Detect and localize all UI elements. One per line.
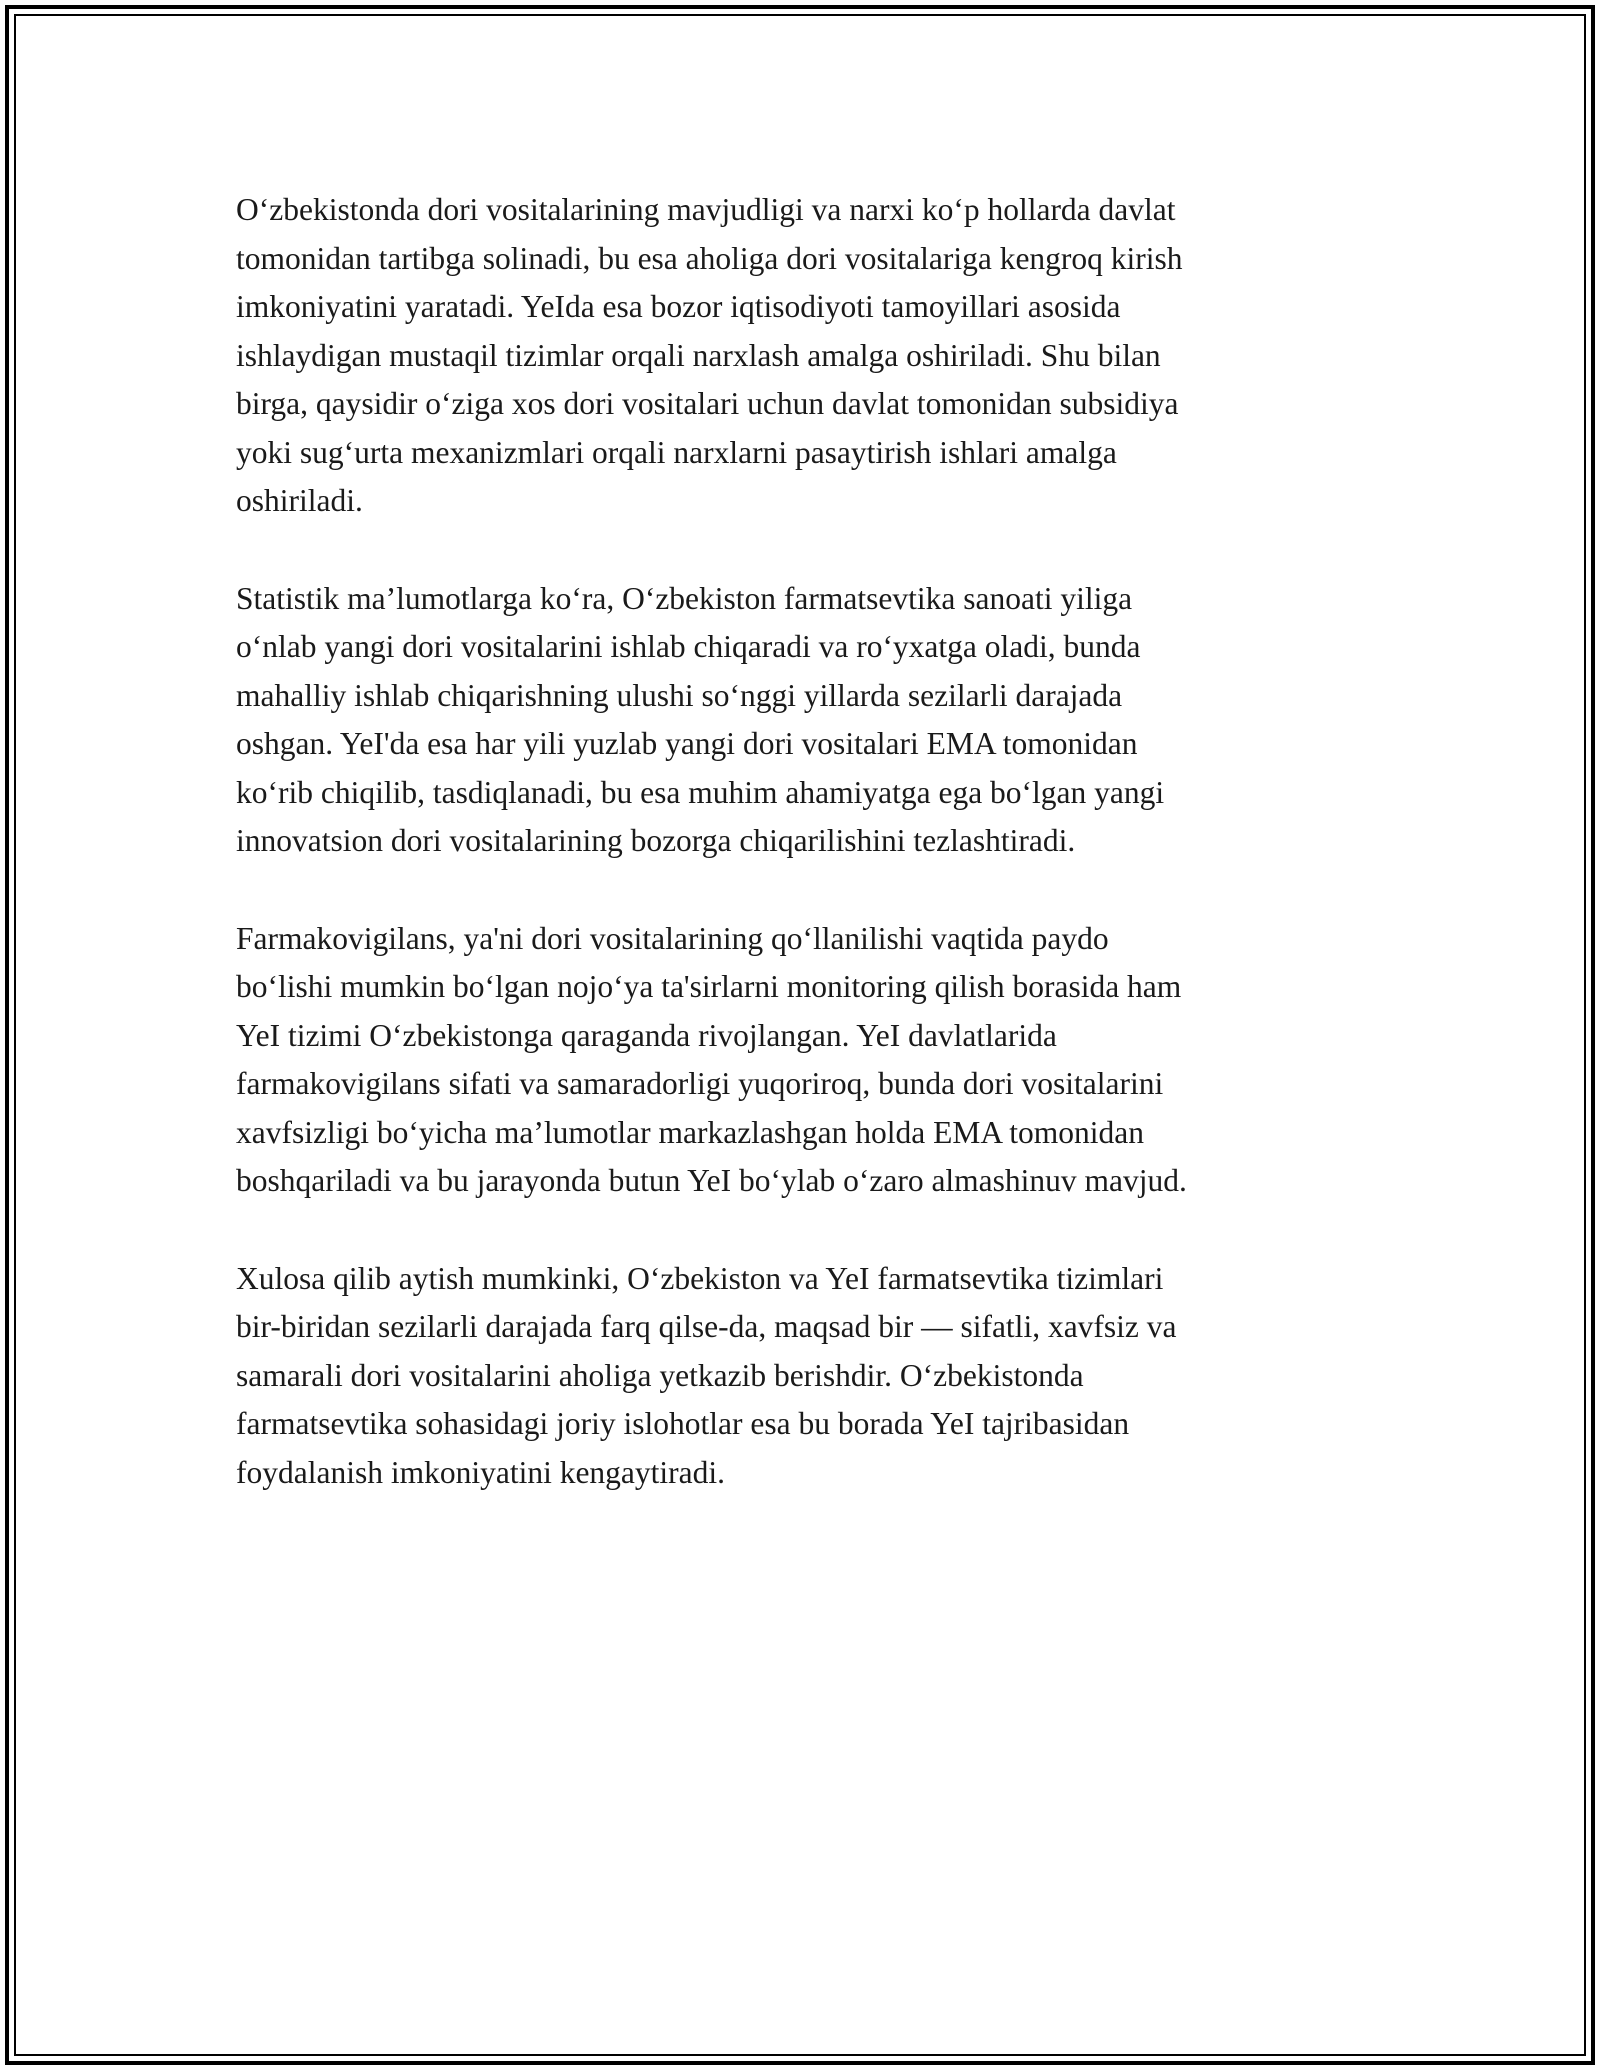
text-line: O‘zbekistonda dori vositalarining mavjudligi va narxi ko‘p hollarda davlat (236, 192, 1176, 227)
text-line: Statistik ma’lumotlarga ko‘ra, O‘zbekiston farmatsevtika sanoati yiliga (236, 580, 1133, 616)
text-line: farmatsevtika sohasidagi joriy islohotlar esa bu borada YeI tajribasidan (236, 1406, 1130, 1441)
text-line: birga, qaysidir o‘ziga xos dori vositalari uchun davlat tomonidan subsidiya (236, 386, 1179, 421)
text-line: mahalliy ishlab chiqarishning ulushi so‘nggi yillarda sezilarli darajada (236, 677, 1123, 713)
text-line: bo‘lishi mumkin bo‘lgan nojo‘ya ta'sirlarni monitoring qilish borasida ham (236, 969, 1182, 1004)
paragraph-2 (236, 575, 1366, 866)
text-line: samarali dori vositalarini aholiga yetkazib berishdir. O‘zbekistonda (236, 1357, 1084, 1393)
text-line: imkoniyatini yaratadi. YeIda esa bozor iqtisodiyoti tamoyillari asosida (236, 289, 1121, 324)
paragraph-1 (236, 186, 1366, 526)
text-line: boshqariladi va bu jarayonda butun YeI bo‘ylab o‘zaro almashinuv mavjud. (236, 1163, 1187, 1198)
text-line: Farmakovigilans, ya'ni dori vositalarining qo‘llanilishi vaqtida paydo (236, 920, 1109, 956)
text-line: bir-biridan sezilarli darajada farq qilse-da, maqsad bir — sifatli, xavfsiz va (236, 1309, 1177, 1344)
text-line: farmakovigilans sifati va samaradorligi yuqoriroq, bunda dori vositalarini (236, 1066, 1164, 1101)
text-line: ishlaydigan mustaqil tizimlar orqali narxlash amalga oshiriladi. Shu bilan (236, 337, 1161, 373)
text-line: YeI tizimi O‘zbekistonga qaraganda rivojlangan. YeI davlatlarida (236, 1017, 1057, 1053)
text-line: oshgan. YeI'da esa har yili yuzlab yangi dori vositalari EMA tomonidan (236, 726, 1138, 761)
document-body (236, 186, 1366, 1546)
paragraph-4 (236, 1255, 1366, 1498)
text-line: tomonidan tartibga solinadi, bu esa aholiga dori vositalariga kengroq kirish (236, 240, 1183, 276)
text-line: yoki sug‘urta mexanizmlari orqali narxlarni pasaytirish ishlari amalga (236, 434, 1117, 470)
text-line: oshiriladi. (236, 483, 363, 518)
text-line: innovatsion dori vositalarining bozorga chiqarilishini tezlashtiradi. (236, 823, 1076, 858)
text-line: Xulosa qilib aytish mumkinki, O‘zbekiston va YeI farmatsevtika tizimlari (236, 1260, 1164, 1296)
text-line: ko‘rib chiqilib, tasdiqlanadi, bu esa muhim ahamiyatga ega bo‘lgan yangi (236, 774, 1165, 810)
text-line: foydalanish imkoniyatini kengaytiradi. (236, 1454, 726, 1490)
text-line: xavfsizligi bo‘yicha ma’lumotlar markazlashgan holda EMA tomonidan (236, 1114, 1145, 1150)
paragraph-3 (236, 915, 1366, 1206)
text-line: o‘nlab yangi dori vositalarini ishlab chiqaradi va ro‘yxatga oladi, bunda (236, 629, 1141, 664)
